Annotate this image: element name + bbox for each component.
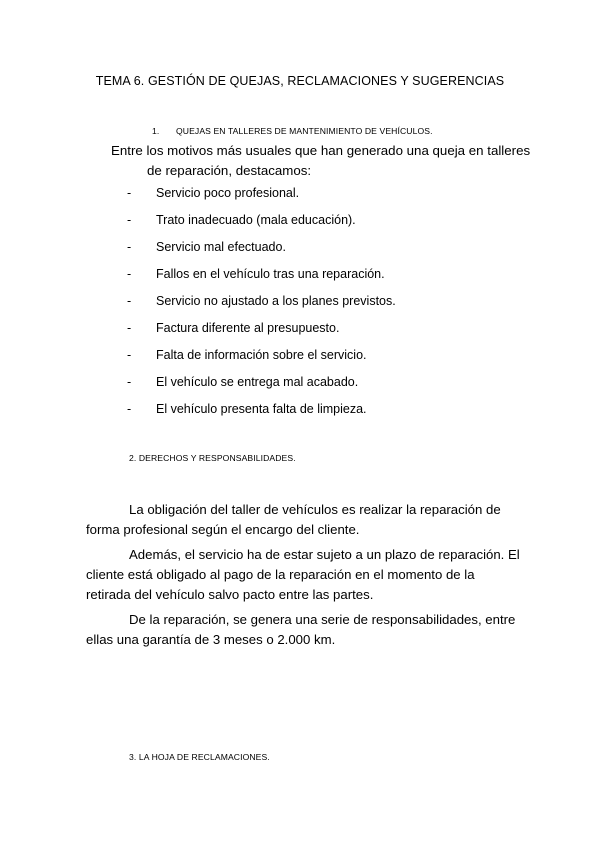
bullet-dash: - [127,321,132,335]
paragraph-line: De la reparación, se genera una serie de responsabilidades, entre [129,612,516,627]
bullet-dash: - [127,402,132,416]
list-item-text: El vehículo se entrega mal acabado. [156,375,359,389]
bullet-dash: - [127,186,132,200]
bullet-dash: - [127,267,132,281]
section-2-heading: 2. DERECHOS Y RESPONSABILIDADES. [129,453,296,463]
section-1-heading: QUEJAS EN TALLERES DE MANTENIMIENTO DE VEHÍCULOS. [176,126,433,136]
paragraph-line: forma profesional según el encargo del cliente. [86,522,360,537]
list-item-text: Factura diferente al presupuesto. [156,321,340,335]
paragraph-warranty [86,610,515,650]
bullet-dash: - [127,240,132,254]
section-1-intro-line-1: Entre los motivos más usuales que han generado una queja en talleres [111,143,531,158]
list-item-text: Servicio poco profesional. [156,186,300,200]
list-item-text: Falta de información sobre el servicio. [156,348,367,362]
section-1-intro-line-2: de reparación, destacamos: [147,163,312,178]
list-item-text: Servicio no ajustado a los planes previstos. [156,294,396,308]
paragraph-line: La obligación del taller de vehículos es realizar la reparación de [129,502,501,517]
paragraph-line: ellas una garantía de 3 meses o 2.000 km. [86,632,336,647]
section-1-number: 1. [152,126,160,136]
bullet-dash: - [127,348,132,362]
paragraph-line: cliente está obligado al pago de la reparación en el momento de la [86,567,475,582]
bullet-dash: - [127,294,132,308]
paragraph-line: Además, el servicio ha de estar sujeto a un plazo de reparación. El [129,547,520,562]
list-item-text: El vehículo presenta falta de limpieza. [156,402,367,416]
paragraph-line: retirada del vehículo salvo pacto entre las partes. [86,587,374,602]
bullet-dash: - [127,375,132,389]
paragraph-obligation [86,500,501,540]
list-item-text: Trato inadecuado (mala educación). [156,213,356,227]
bullet-dash: - [127,213,132,227]
list-item-text: Fallos en el vehículo tras una reparación. [156,267,385,281]
section-3-heading: 3. LA HOJA DE RECLAMACIONES. [129,752,270,762]
paragraph-repair-term [86,545,520,605]
list-item-text: Servicio mal efectuado. [156,240,286,254]
document-title: TEMA 6. GESTIÓN DE QUEJAS, RECLAMACIONES Y SUGERENCIAS [95,74,505,88]
